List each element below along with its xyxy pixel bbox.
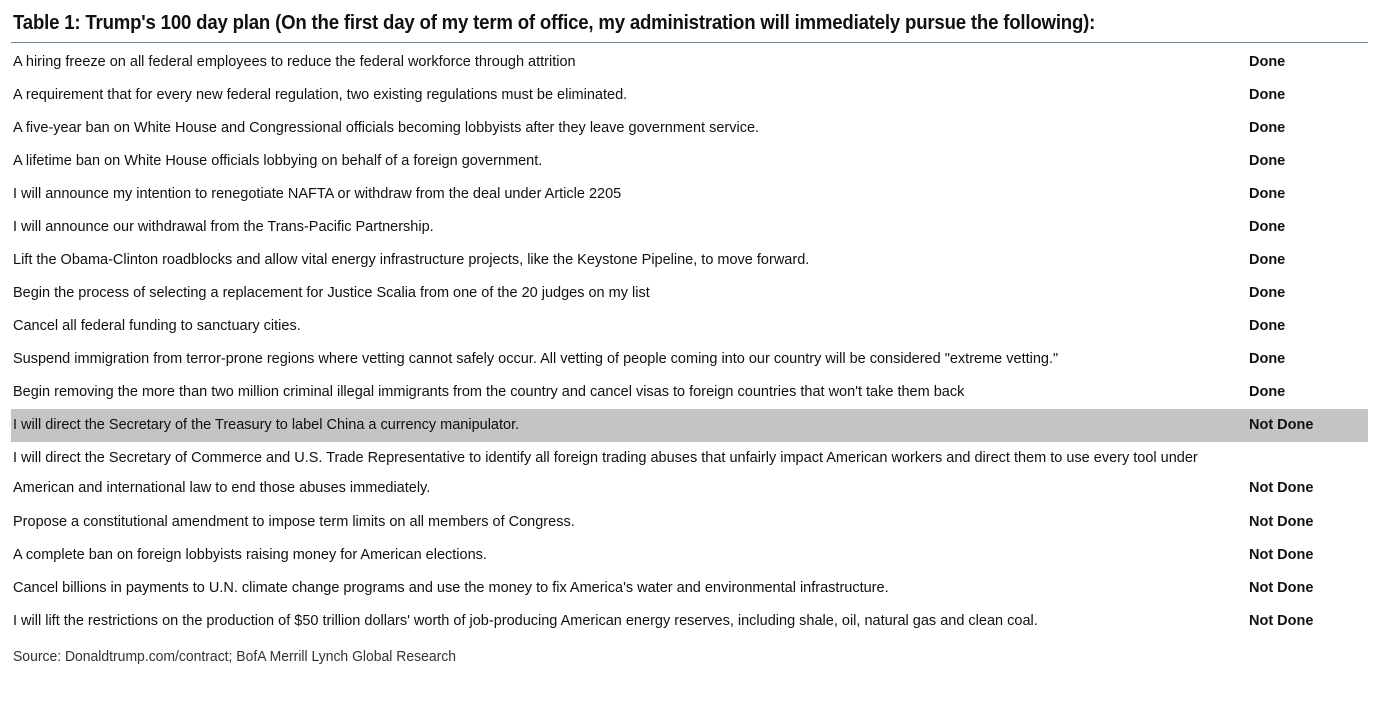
plan-item: Suspend immigration from terror-prone regions where vetting cannot safely occur. All vetting of people coming into our country will be considered "extreme vetting." <box>13 351 1059 367</box>
plan-item: A five-year ban on White House and Congressional officials becoming lobbyists after they leave government service. <box>13 120 760 136</box>
plan-item: Begin the process of selecting a replacement for Justice Scalia from one of the 20 judges on my list <box>13 285 650 301</box>
table-row <box>11 442 1368 473</box>
table-row <box>11 605 1368 638</box>
plan-item: A requirement that for every new federal regulation, two existing regulations must be eliminated. <box>13 87 628 103</box>
plan-item: I will announce my intention to renegotiate NAFTA or withdraw from the deal under Article 2205 <box>13 186 622 202</box>
status-label: Done <box>1249 384 1286 400</box>
plan-item: I will direct the Secretary of the Treasury to label China a currency manipulator. <box>13 417 520 433</box>
status-label: Not Done <box>1249 580 1314 596</box>
plan-item: A hiring freeze on all federal employees to reduce the federal workforce through attrition <box>13 54 576 70</box>
status-label: Not Done <box>1249 514 1314 530</box>
table-row <box>11 506 1368 539</box>
status-label: Done <box>1249 120 1286 136</box>
table-row <box>11 46 1368 79</box>
plan-item: A complete ban on foreign lobbyists raising money for American elections. <box>13 547 487 563</box>
status-label: Done <box>1249 153 1286 169</box>
plan-item: Cancel billions in payments to U.N. climate change programs and use the money to fix America's water and environmental infrastructure. <box>13 580 889 596</box>
status-label: Not Done <box>1249 480 1314 496</box>
source-note: Source: Donaldtrump.com/contract; BofA Merrill Lynch Global Research <box>13 648 456 665</box>
status-label: Done <box>1249 87 1286 103</box>
status-label: Done <box>1249 186 1286 202</box>
table-row <box>11 244 1368 277</box>
table-row <box>11 310 1368 343</box>
table-row <box>11 145 1368 178</box>
plan-item: Lift the Obama-Clinton roadblocks and allow vital energy infrastructure projects, like the Keystone Pipeline, to move forward. <box>13 252 810 268</box>
table-row-continuation <box>11 473 1368 506</box>
plan-item-line-2: American and international law to end those abuses immediately. <box>13 480 431 496</box>
table-row <box>11 572 1368 605</box>
table-row <box>11 211 1368 244</box>
table-title: Table 1: Trump's 100 day plan (On the first day of my term of office, my administration will immediately pursue the following): <box>13 12 1096 34</box>
table-row <box>11 277 1368 310</box>
table-row <box>11 79 1368 112</box>
status-label: Not Done <box>1249 417 1314 433</box>
status-label: Done <box>1249 351 1286 367</box>
table-row <box>11 376 1368 409</box>
status-label: Done <box>1249 219 1286 235</box>
plan-item: Cancel all federal funding to sanctuary cities. <box>13 318 301 334</box>
table-row-highlighted <box>11 409 1368 442</box>
plan-item: I will announce our withdrawal from the Trans-Pacific Partnership. <box>13 219 434 235</box>
status-label: Done <box>1249 285 1286 301</box>
plan-item: A lifetime ban on White House officials lobbying on behalf of a foreign government. <box>13 153 543 169</box>
plan-item-line-1: I will direct the Secretary of Commerce and U.S. Trade Representative to identify all foreign trading abuses that unfairly impact American workers and direct them to use every tool under <box>13 450 1198 466</box>
table-row <box>11 112 1368 145</box>
plan-table <box>11 46 1368 638</box>
plan-item: I will lift the restrictions on the production of $50 trillion dollars' worth of job-producing American energy reserves, including shale, oil, natural gas and clean coal. <box>13 613 1038 629</box>
table-row <box>11 343 1368 376</box>
table-row <box>11 178 1368 211</box>
title-divider <box>11 42 1368 43</box>
status-label: Not Done <box>1249 547 1314 563</box>
status-label: Done <box>1249 252 1286 268</box>
status-label: Done <box>1249 54 1286 70</box>
plan-item: Propose a constitutional amendment to impose term limits on all members of Congress. <box>13 514 575 530</box>
status-label: Not Done <box>1249 613 1314 629</box>
table-row <box>11 539 1368 572</box>
plan-item: Begin removing the more than two million criminal illegal immigrants from the country and cancel visas to foreign countries that won't take them back <box>13 384 965 400</box>
status-label: Done <box>1249 318 1286 334</box>
